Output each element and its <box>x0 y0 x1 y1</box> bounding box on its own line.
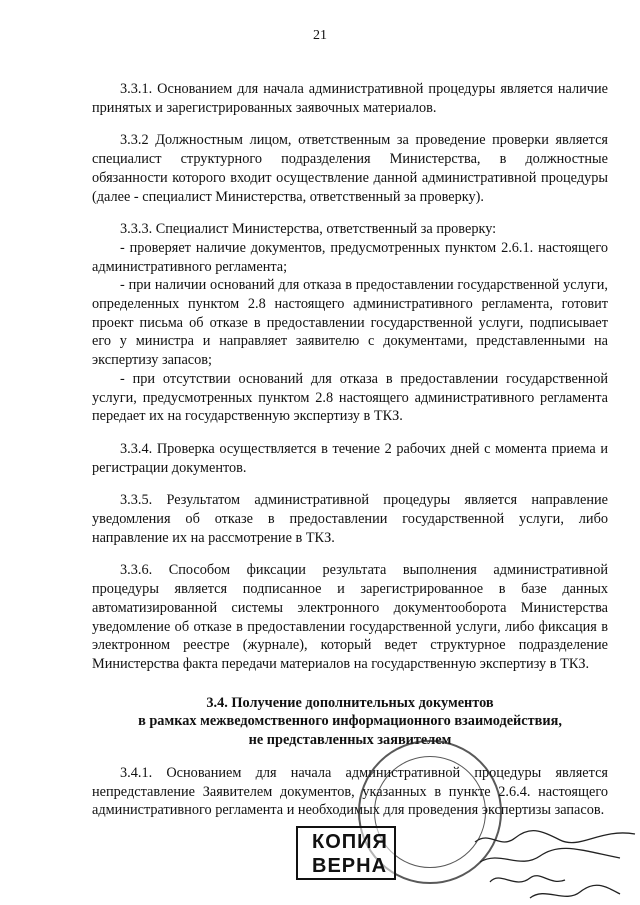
paragraph-3-3-5: 3.3.5. Результатом административной процедуры является направление уведомления об отказе в предоставлении государственной услуги, либо направление их на рассмотрение в ТКЗ. <box>92 492 608 546</box>
stamp-line-2: ВЕРНА <box>312 855 388 877</box>
section-heading-line-3: не представленных заявителем <box>248 732 452 749</box>
paragraph-3-3-3-bullet-3: - при отсутствии оснований для отказа в предоставлении государственной услуги, предусмотренных пунктом 2.8 настоящего административного регламента передает их на государственную экспертизу в ТКЗ. <box>92 370 608 425</box>
paragraph-3-4-1: 3.4.1. Основанием для начала административной процедуры является непредставление Заявителем документов, указанных в пункте 2.6.4. настоящего административного регламента и необходимых для проведения экспертизы запасов. <box>92 764 608 819</box>
section-heading-3-4 <box>92 694 608 750</box>
paragraph-3-3-1: 3.3.1. Основанием для начала административной процедуры является наличие принятых и зарегистрированных заявочных материалов. <box>92 81 608 116</box>
document-body <box>92 80 608 820</box>
paragraph-3-3-3-intro: 3.3.3. Специалист Министерства, ответственный за проверку: <box>120 221 497 238</box>
page-number: 21 <box>313 28 327 43</box>
stamp-line-1: КОПИЯ <box>312 831 388 853</box>
handwritten-signature <box>470 820 640 905</box>
copy-verified-stamp <box>296 826 396 880</box>
paragraph-3-3-6: 3.3.6. Способом фиксации результата выполнения административной процедуры является подписанное и зарегистрированное в базе данных автоматизированной системы электронного документооборота Министерства уведомление об отказе в предоставлении государственной услуги, либо фиксация в электронном реестре (журнале), который ведет структурное подразделение Министерства факта передачи материалов на государственную экспертизу в ТКЗ. <box>92 562 608 672</box>
section-heading-line-2: в рамках межведомственного информационного взаимодействия, <box>138 713 562 730</box>
paragraph-3-3-3-bullet-2: - при наличии оснований для отказа в предоставлении государственной услуги, определенных пунктом 2.8 настоящего административного регламента, готовит проект письма об отказе в предоставлении государственной услуги, подписывает его у министра и направляет заявителю с документами, представленными на экспертизу запасов; <box>92 277 608 369</box>
section-heading-line-1: 3.4. Получение дополнительных документов <box>206 694 494 711</box>
paragraph-3-3-4: 3.3.4. Проверка осуществляется в течение 2 рабочих дней с момента приема и регистрации документов. <box>92 440 608 476</box>
paragraph-3-3-2: 3.3.2 Должностным лицом, ответственным за проведение проверки является специалист структурного подразделения Министерства, в должностные обязанности которого входит осуществление данной административной процедуры (далее - специалист Министерства, ответственный за проверку). <box>92 132 608 205</box>
paragraph-3-3-3-bullet-1: - проверяет наличие документов, предусмотренных пунктом 2.6.1. настоящего административного регламента; <box>92 239 608 275</box>
